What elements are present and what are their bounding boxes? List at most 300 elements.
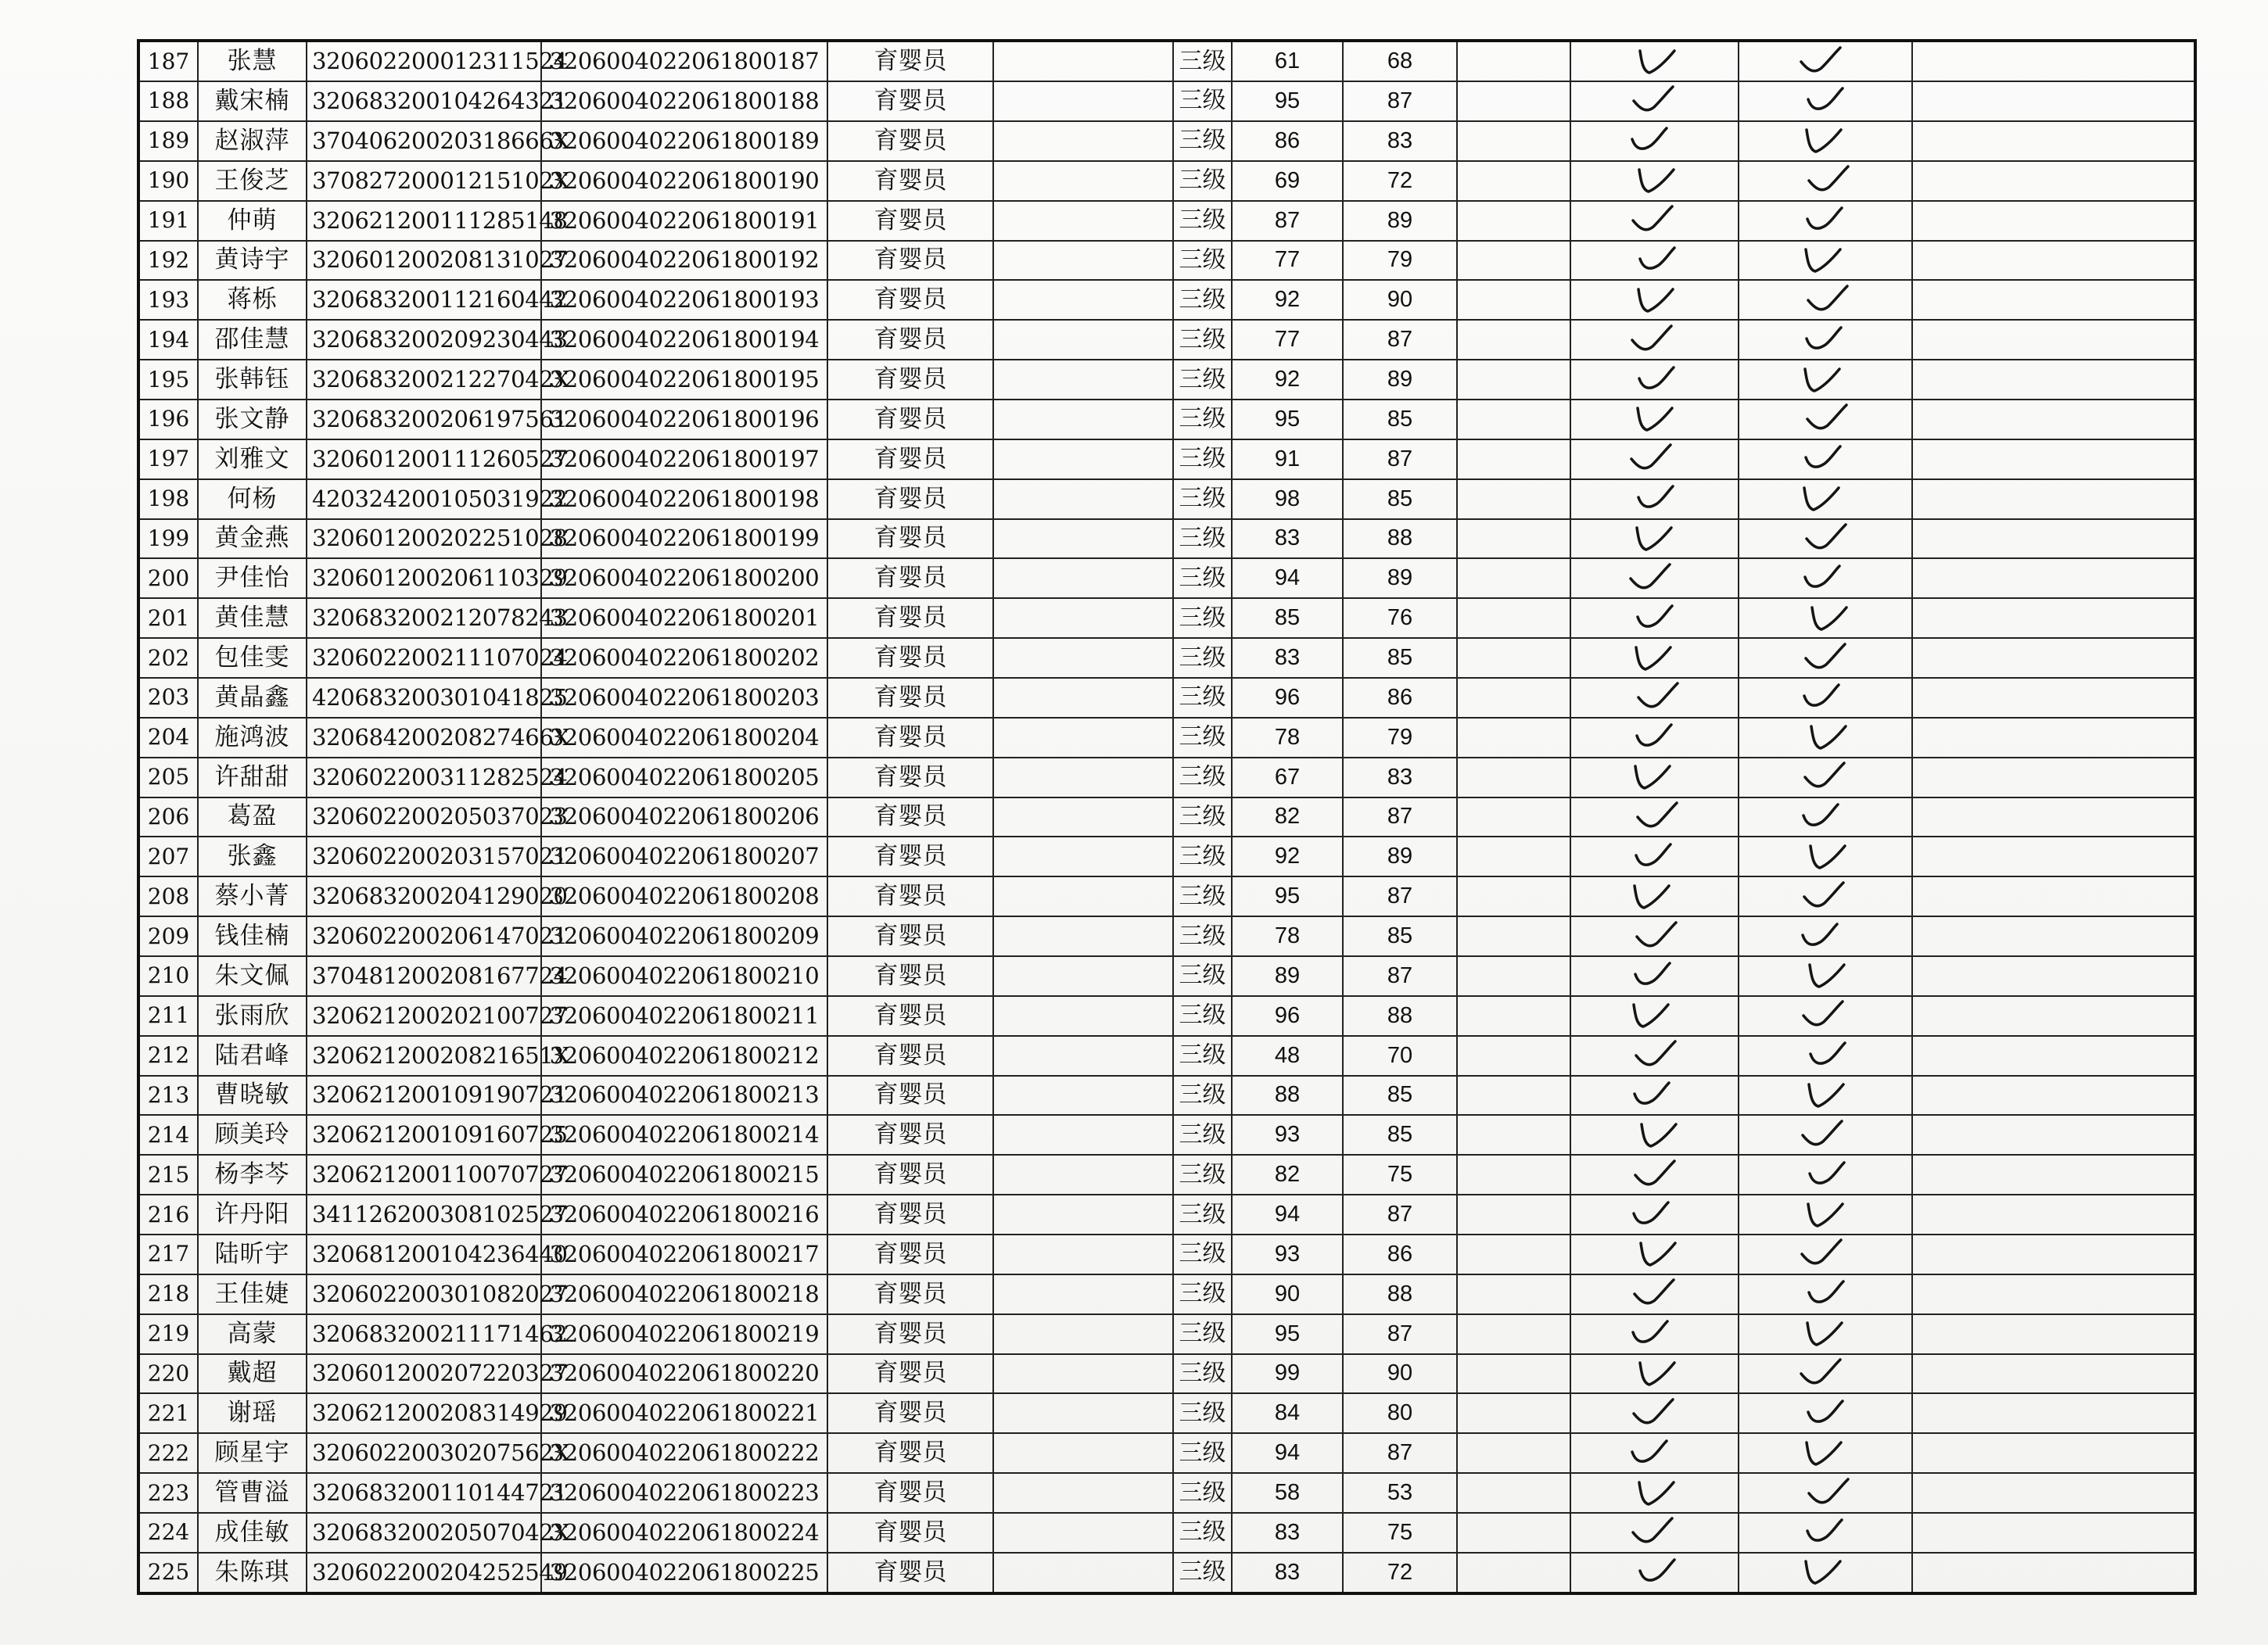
certificate-number: 3206004022061800224: [541, 1513, 827, 1553]
theory-score: 99: [1232, 1354, 1343, 1394]
person-name: 尹佳怡: [198, 558, 307, 598]
empty-cell: [1912, 1314, 2195, 1354]
checkmark-icon: [1800, 125, 1847, 156]
id-number: 320681200104236440: [307, 1235, 541, 1274]
empty-cell: [993, 1274, 1173, 1314]
empty-cell: [1912, 1354, 2195, 1394]
table-row: [138, 241, 2195, 281]
person-name: 张韩钰: [198, 360, 307, 400]
certificate-number: 3206004022061800216: [541, 1195, 827, 1235]
row-number: 216: [138, 1195, 198, 1235]
empty-cell: [1912, 121, 2195, 161]
table-row: [138, 876, 2195, 916]
occupation: 育婴员: [827, 161, 993, 201]
id-number: 320601200208131027: [307, 241, 541, 281]
empty-cell: [993, 1235, 1173, 1274]
check-cell-1: [1570, 1155, 1739, 1195]
id-number: 320602200211107024: [307, 638, 541, 678]
empty-cell: [993, 121, 1173, 161]
table-row: [138, 1274, 2195, 1314]
skill-score: 89: [1343, 201, 1457, 241]
checkmark-icon: [1799, 1238, 1846, 1270]
theory-score: 94: [1232, 1195, 1343, 1235]
certificate-number: 3206004022061800222: [541, 1433, 827, 1473]
empty-cell: [1912, 360, 2195, 400]
checkmark-icon: [1801, 1318, 1848, 1349]
row-number: 199: [138, 519, 198, 559]
check-cell-1: [1570, 1513, 1739, 1553]
checkmark-icon: [1628, 881, 1675, 912]
theory-score: 93: [1232, 1235, 1343, 1274]
table-row: [138, 320, 2195, 360]
theory-score: 48: [1232, 1036, 1343, 1076]
skill-level: 三级: [1173, 956, 1232, 996]
skill-level: 三级: [1173, 1393, 1232, 1433]
occupation: 育婴员: [827, 1195, 993, 1235]
table-row: [138, 916, 2195, 956]
row-number: 213: [138, 1076, 198, 1116]
checkmark-icon: [1633, 1478, 1680, 1509]
check-cell-2: [1739, 320, 1912, 360]
certificate-number: 3206004022061800195: [541, 360, 827, 400]
check-cell-1: [1570, 41, 1739, 81]
row-number: 211: [138, 996, 198, 1036]
id-number: 320683200209230443: [307, 320, 541, 360]
remark-cell: [1457, 996, 1570, 1036]
remark-cell: [1457, 1553, 1570, 1593]
remark-cell: [1457, 1513, 1570, 1553]
certificate-number: 3206004022061800210: [541, 956, 827, 996]
theory-score: 96: [1232, 996, 1343, 1036]
certificate-number: 3206004022061800214: [541, 1115, 827, 1155]
id-number: 32062120020821651X: [307, 1036, 541, 1076]
certificate-number: 3206004022061800203: [541, 678, 827, 718]
id-number: 320683200204129020: [307, 876, 541, 916]
person-name: 张雨欣: [198, 996, 307, 1036]
skill-score: 76: [1343, 598, 1457, 638]
table-row: [138, 797, 2195, 837]
empty-cell: [1912, 1513, 2195, 1553]
row-number: 224: [138, 1513, 198, 1553]
empty-cell: [993, 1314, 1173, 1354]
table-row: [138, 1235, 2195, 1274]
check-cell-1: [1570, 241, 1739, 281]
skill-level: 三级: [1173, 201, 1232, 241]
theory-score: 94: [1232, 558, 1343, 598]
skill-score: 87: [1343, 320, 1457, 360]
id-number: 320683200112160442: [307, 280, 541, 320]
checkmark-icon: [1805, 722, 1852, 753]
check-cell-1: [1570, 161, 1739, 201]
checkmark-icon: [1631, 960, 1678, 991]
empty-cell: [993, 280, 1173, 320]
row-number: 218: [138, 1274, 198, 1314]
empty-cell: [1912, 280, 2195, 320]
remark-cell: [1457, 1433, 1570, 1473]
row-number: 212: [138, 1036, 198, 1076]
person-name: 黄晶鑫: [198, 678, 307, 718]
table-row: [138, 360, 2195, 400]
skill-score: 79: [1343, 241, 1457, 281]
empty-cell: [1912, 1195, 2195, 1235]
remark-cell: [1457, 81, 1570, 121]
checkmark-icon: [1800, 563, 1847, 594]
check-cell-2: [1739, 558, 1912, 598]
check-cell-2: [1739, 121, 1912, 161]
row-number: 188: [138, 81, 198, 121]
empty-cell: [993, 1513, 1173, 1553]
table-row: [138, 1513, 2195, 1553]
table-row: [138, 201, 2195, 241]
checkmark-icon: [1805, 285, 1852, 316]
check-cell-2: [1739, 241, 1912, 281]
certificate-number: 3206004022061800204: [541, 718, 827, 758]
empty-cell: [1912, 1036, 2195, 1076]
certificate-number: 3206004022061800218: [541, 1274, 827, 1314]
skill-score: 85: [1343, 916, 1457, 956]
skill-score: 70: [1343, 1036, 1457, 1076]
theory-score: 78: [1232, 916, 1343, 956]
certificate-number: 3206004022061800191: [541, 201, 827, 241]
person-name: 包佳雯: [198, 638, 307, 678]
checkmark-icon: [1803, 643, 1850, 674]
skill-level: 三级: [1173, 1274, 1232, 1314]
skill-level: 三级: [1173, 161, 1232, 201]
occupation: 育婴员: [827, 280, 993, 320]
id-number: 320602200205037023: [307, 797, 541, 837]
theory-score: 78: [1232, 718, 1343, 758]
empty-cell: [1912, 996, 2195, 1036]
remark-cell: [1457, 1473, 1570, 1513]
skill-level: 三级: [1173, 797, 1232, 837]
check-cell-1: [1570, 519, 1739, 559]
empty-cell: [1912, 1433, 2195, 1473]
occupation: 育婴员: [827, 1354, 993, 1394]
checkmark-icon: [1804, 403, 1851, 435]
check-cell-2: [1739, 638, 1912, 678]
skill-level: 三级: [1173, 81, 1232, 121]
check-cell-2: [1739, 996, 1912, 1036]
check-cell-2: [1739, 280, 1912, 320]
theory-score: 88: [1232, 1076, 1343, 1116]
remark-cell: [1457, 320, 1570, 360]
check-cell-1: [1570, 439, 1739, 479]
check-cell-1: [1570, 1235, 1739, 1274]
checkmark-icon: [1631, 1398, 1678, 1429]
person-name: 高蒙: [198, 1314, 307, 1354]
theory-score: 95: [1232, 1314, 1343, 1354]
theory-score: 85: [1232, 598, 1343, 638]
skill-score: 87: [1343, 1195, 1457, 1235]
empty-cell: [1912, 1235, 2195, 1274]
checkmark-icon: [1635, 1557, 1682, 1588]
occupation: 育婴员: [827, 1235, 993, 1274]
table-row: [138, 121, 2195, 161]
certificate-number: 3206004022061800207: [541, 837, 827, 876]
theory-score: 92: [1232, 837, 1343, 876]
row-number: 219: [138, 1314, 198, 1354]
empty-cell: [993, 1195, 1173, 1235]
checkmark-icon: [1803, 1080, 1850, 1111]
empty-cell: [993, 201, 1173, 241]
id-number: 420324200105031922: [307, 479, 541, 519]
occupation: 育婴员: [827, 758, 993, 797]
remark-cell: [1457, 400, 1570, 439]
remark-cell: [1457, 1393, 1570, 1433]
person-name: 葛盈: [198, 797, 307, 837]
skill-score: 80: [1343, 1393, 1457, 1433]
row-number: 214: [138, 1115, 198, 1155]
check-cell-2: [1739, 1354, 1912, 1394]
occupation: 育婴员: [827, 1155, 993, 1195]
checkmark-icon: [1631, 403, 1678, 435]
id-number: 320601200202251028: [307, 519, 541, 559]
occupation: 育婴员: [827, 876, 993, 916]
theory-score: 83: [1232, 1553, 1343, 1593]
skill-score: 85: [1343, 400, 1457, 439]
empty-cell: [993, 1155, 1173, 1195]
table-row: [138, 718, 2195, 758]
theory-score: 95: [1232, 400, 1343, 439]
skill-level: 三级: [1173, 479, 1232, 519]
check-cell-2: [1739, 758, 1912, 797]
check-cell-2: [1739, 797, 1912, 837]
skill-level: 三级: [1173, 121, 1232, 161]
skill-score: 90: [1343, 1354, 1457, 1394]
empty-cell: [993, 876, 1173, 916]
id-number: 320683200212078243: [307, 598, 541, 638]
checkmark-icon: [1633, 1040, 1680, 1071]
check-cell-2: [1739, 1115, 1912, 1155]
theory-score: 91: [1232, 439, 1343, 479]
skill-level: 三级: [1173, 718, 1232, 758]
remark-cell: [1457, 638, 1570, 678]
checkmark-icon: [1804, 841, 1851, 873]
check-cell-1: [1570, 280, 1739, 320]
occupation: 育婴员: [827, 41, 993, 81]
empty-cell: [1912, 1115, 2195, 1155]
id-number: 320683200104264321: [307, 81, 541, 121]
remark-cell: [1457, 280, 1570, 320]
remark-cell: [1457, 956, 1570, 996]
theory-score: 77: [1232, 320, 1343, 360]
theory-score: 92: [1232, 280, 1343, 320]
certificate-number: 3206004022061800197: [541, 439, 827, 479]
check-cell-2: [1739, 1553, 1912, 1593]
theory-score: 82: [1232, 1155, 1343, 1195]
empty-cell: [1912, 797, 2195, 837]
table-row: [138, 1314, 2195, 1354]
check-cell-1: [1570, 1076, 1739, 1116]
id-number: 32068320020507042X: [307, 1513, 541, 1553]
checkmark-icon: [1629, 1199, 1676, 1231]
skill-score: 85: [1343, 1115, 1457, 1155]
checkmark-icon: [1635, 801, 1681, 833]
checkmark-icon: [1632, 722, 1679, 753]
empty-cell: [1912, 201, 2195, 241]
occupation: 育婴员: [827, 1433, 993, 1473]
roster-body: [138, 41, 2195, 1593]
skill-level: 三级: [1173, 360, 1232, 400]
id-number: 320602200206147021: [307, 916, 541, 956]
occupation: 育婴员: [827, 320, 993, 360]
skill-level: 三级: [1173, 1235, 1232, 1274]
id-number: 420683200301041825: [307, 678, 541, 718]
check-cell-1: [1570, 558, 1739, 598]
empty-cell: [1912, 1393, 2195, 1433]
check-cell-1: [1570, 837, 1739, 876]
skill-level: 三级: [1173, 280, 1232, 320]
id-number: 32060220030207562X: [307, 1433, 541, 1473]
occupation: 育婴员: [827, 558, 993, 598]
person-name: 成佳敏: [198, 1513, 307, 1553]
check-cell-1: [1570, 956, 1739, 996]
check-cell-1: [1570, 81, 1739, 121]
checkmark-icon: [1627, 563, 1674, 594]
occupation: 育婴员: [827, 1314, 993, 1354]
row-number: 193: [138, 280, 198, 320]
certificate-number: 3206004022061800223: [541, 1473, 827, 1513]
certificate-number: 3206004022061800220: [541, 1354, 827, 1394]
checkmark-icon: [1804, 1278, 1851, 1310]
person-name: 蒋栎: [198, 280, 307, 320]
skill-level: 三级: [1173, 1314, 1232, 1354]
person-name: 赵淑萍: [198, 121, 307, 161]
skill-level: 三级: [1173, 320, 1232, 360]
check-cell-1: [1570, 758, 1739, 797]
checkmark-icon: [1802, 324, 1849, 356]
checkmark-icon: [1631, 523, 1678, 554]
person-name: 黄佳慧: [198, 598, 307, 638]
theory-score: 94: [1232, 1433, 1343, 1473]
checkmark-icon: [1630, 205, 1677, 236]
row-number: 221: [138, 1393, 198, 1433]
row-number: 225: [138, 1553, 198, 1593]
empty-cell: [993, 996, 1173, 1036]
certificate-number: 3206004022061800211: [541, 996, 827, 1036]
check-cell-1: [1570, 121, 1739, 161]
empty-cell: [1912, 598, 2195, 638]
checkmark-icon: [1806, 1478, 1853, 1509]
check-cell-2: [1739, 1473, 1912, 1513]
table-row: [138, 1354, 2195, 1394]
theory-score: 98: [1232, 479, 1343, 519]
row-number: 215: [138, 1155, 198, 1195]
table-row: [138, 638, 2195, 678]
table-row: [138, 1473, 2195, 1513]
theory-score: 67: [1232, 758, 1343, 797]
person-name: 蔡小菁: [198, 876, 307, 916]
row-number: 217: [138, 1235, 198, 1274]
row-number: 197: [138, 439, 198, 479]
certificate-number: 3206004022061800209: [541, 916, 827, 956]
certificate-number: 3206004022061800202: [541, 638, 827, 678]
person-name: 管曹溢: [198, 1473, 307, 1513]
check-cell-2: [1739, 1195, 1912, 1235]
empty-cell: [1912, 956, 2195, 996]
row-number: 222: [138, 1433, 198, 1473]
checkmark-icon: [1635, 682, 1682, 713]
person-name: 杨李芩: [198, 1155, 307, 1195]
checkmark-icon: [1629, 762, 1676, 793]
empty-cell: [1912, 400, 2195, 439]
table-row: [138, 400, 2195, 439]
checkmark-icon: [1632, 285, 1679, 316]
checkmark-icon: [1800, 1000, 1847, 1031]
skill-level: 三级: [1173, 241, 1232, 281]
empty-cell: [993, 41, 1173, 81]
certificate-number: 3206004022061800205: [541, 758, 827, 797]
id-number: 320602200301082027: [307, 1274, 541, 1314]
remark-cell: [1457, 837, 1570, 876]
skill-score: 89: [1343, 360, 1457, 400]
checkmark-icon: [1799, 364, 1846, 396]
check-cell-1: [1570, 876, 1739, 916]
id-number: 320601200111260527: [307, 439, 541, 479]
certificate-number: 3206004022061800200: [541, 558, 827, 598]
person-name: 仲萌: [198, 201, 307, 241]
checkmark-icon: [1800, 1120, 1846, 1151]
remark-cell: [1457, 479, 1570, 519]
row-number: 220: [138, 1354, 198, 1394]
check-cell-2: [1739, 41, 1912, 81]
table-row: [138, 81, 2195, 121]
certificate-number: 3206004022061800196: [541, 400, 827, 439]
check-cell-1: [1570, 1274, 1739, 1314]
table-row: [138, 1155, 2195, 1195]
table-row: [138, 1115, 2195, 1155]
empty-cell: [1912, 1274, 2195, 1314]
skill-score: 87: [1343, 81, 1457, 121]
skill-score: 87: [1343, 1314, 1457, 1354]
certificate-number: 3206004022061800225: [541, 1553, 827, 1593]
skill-level: 三级: [1173, 996, 1232, 1036]
occupation: 育婴员: [827, 598, 993, 638]
empty-cell: [993, 519, 1173, 559]
remark-cell: [1457, 241, 1570, 281]
empty-cell: [1912, 1076, 2195, 1116]
table-row: [138, 758, 2195, 797]
check-cell-1: [1570, 479, 1739, 519]
skill-level: 三级: [1173, 758, 1232, 797]
empty-cell: [1912, 916, 2195, 956]
empty-cell: [993, 360, 1173, 400]
checkmark-icon: [1632, 1159, 1679, 1191]
skill-score: 83: [1343, 758, 1457, 797]
remark-cell: [1457, 1076, 1570, 1116]
empty-cell: [993, 1553, 1173, 1593]
table-row: [138, 439, 2195, 479]
person-name: 王俊芝: [198, 161, 307, 201]
empty-cell: [993, 916, 1173, 956]
check-cell-2: [1739, 201, 1912, 241]
skill-score: 86: [1343, 1235, 1457, 1274]
check-cell-1: [1570, 1195, 1739, 1235]
person-name: 施鸿波: [198, 718, 307, 758]
checkmark-icon: [1800, 1438, 1847, 1469]
remark-cell: [1457, 519, 1570, 559]
checkmark-icon: [1798, 483, 1845, 514]
id-number: 370481200208167724: [307, 956, 541, 996]
remark-cell: [1457, 598, 1570, 638]
empty-cell: [993, 1433, 1173, 1473]
checkmark-icon: [1803, 85, 1850, 116]
empty-cell: [993, 479, 1173, 519]
check-cell-2: [1739, 1155, 1912, 1195]
theory-score: 58: [1232, 1473, 1343, 1513]
theory-score: 86: [1232, 121, 1343, 161]
remark-cell: [1457, 439, 1570, 479]
